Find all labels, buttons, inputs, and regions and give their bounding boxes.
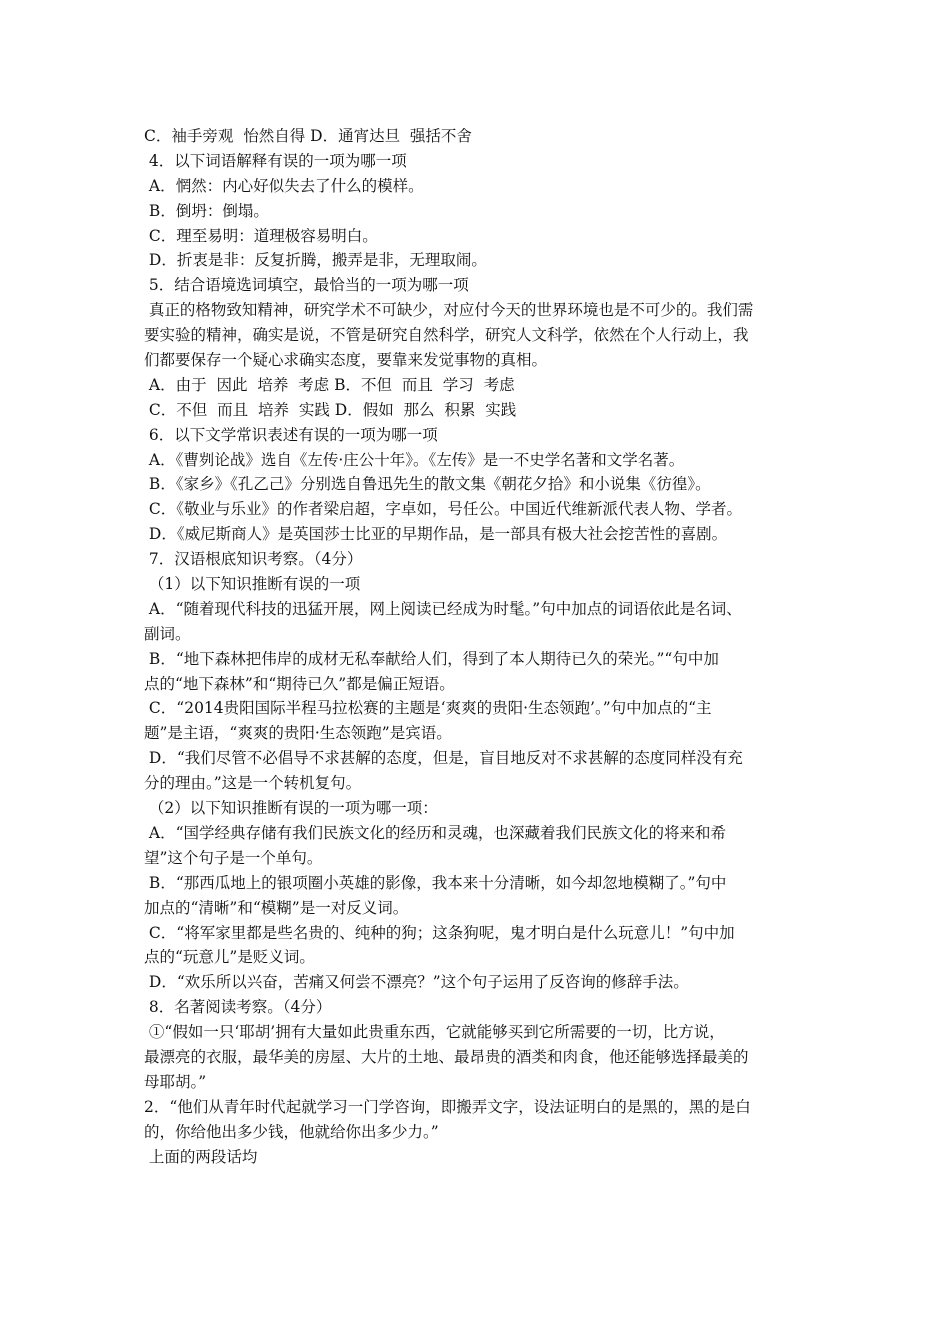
question-5-options-cd: C．不但 而且 培养 实践 D．假如 那么 积累 实践 <box>144 400 517 419</box>
text-line: 点的“地下森林”和“期待已久”都是偏正短语。 <box>144 674 455 693</box>
text-line: D．“欢乐所以兴奋，苦痛又何尝不漂亮？”这个句子运用了反咨询的修辞手法。 <box>144 973 689 992</box>
quote-2-line: 2．“他们从青年时代起就学习一门学咨询，即搬弄文字，设法证明白的是黑的，黑的是白 <box>144 1097 751 1116</box>
question-5-stem: 5．结合语境选词填空，最恰当的一项为哪一项 <box>144 276 469 295</box>
text-line: 题”是主语，“爽爽的贵阳·生态领跑”是宾语。 <box>144 724 452 743</box>
question-7-stem: 7．汉语根底知识考察。（4分） <box>144 550 363 569</box>
quote-1-line: ①“假如一只‘耶胡’拥有大量如此贵重东西，它就能够买到它所需要的一切，比方说， <box>144 1023 725 1042</box>
text-line: 望”这个句子是一个单句。 <box>144 848 323 867</box>
question-6-option-c: C．《敬业与乐业》的作者梁启超，字卓如，号任公。中国近代维新派代表人物、学者。 <box>144 500 743 519</box>
quote-1-line: 最漂亮的衣服，最华美的房屋、大片的土地、最昂贵的酒类和肉食，他还能够选择最美的 <box>144 1047 749 1066</box>
text-line: 上面的两段话均 <box>144 1147 258 1166</box>
document-body <box>144 124 812 1169</box>
passage-line: 真正的格物致知精神，研究学术不可缺少，对应付今天的世界环境也是不可少的。我们需 <box>144 301 754 320</box>
text-line: C．袖手旁观 怡然自得 D．通宵达旦 强括不舍 <box>144 127 472 145</box>
text-line: 副词。 <box>144 624 191 643</box>
text-line: A．“随着现代科技的迅猛开展，网上阅读已经成为时髦。”句中加点的词语依此是名词、 <box>144 599 742 618</box>
text-line: B．“那西瓜地上的银项圈小英雄的影像，我本来十分清晰，如今却忽地模糊了。”句中 <box>144 873 727 892</box>
text-line: 点的“玩意儿”是贬义词。 <box>144 948 315 967</box>
question-6-option-a: A．《曹刿论战》选自《左传·庄公十年》。《左传》是一不史学名著和文学名著。 <box>144 450 685 469</box>
quote-2-line: 的，你给他出多少钱，他就给你出多少力。” <box>144 1122 439 1141</box>
question-4-option-b: B．倒坍：倒塌。 <box>144 201 269 220</box>
question-4-stem: 4．以下词语解释有误的一项为哪一项 <box>144 151 407 170</box>
question-8-stem: 8．名著阅读考察。（4分） <box>144 998 332 1017</box>
question-5-options-ab: A．由于 因此 培养 考虑 B．不但 而且 学习 考虑 <box>144 375 515 394</box>
question-4-option-c: C．理至易明：道理极容易明白。 <box>144 226 378 245</box>
text-line: C．“将军家里都是些名贵的、纯种的狗；这条狗呢，鬼才明白是什么玩意儿！”句中加 <box>144 923 735 942</box>
question-6-option-b: B．《家乡》《孔乙己》分别选自鲁迅先生的散文集《朝花夕拾》和小说集《彷徨》。 <box>144 475 711 494</box>
text-line: 加点的“清晰”和“模糊”是一对反义词。 <box>144 898 409 917</box>
passage-line: 们都要保存一个疑心求确实态度，要靠来发觉事物的真相。 <box>144 351 548 370</box>
question-7-part-2: （2）以下知识推断有误的一项为哪一项： <box>144 799 438 818</box>
text-line: 分的理由。”这是一个转机复句。 <box>144 774 362 793</box>
text-line: C．“2014贵阳国际半程马拉松赛的主题是‘爽爽的贵阳·生态领跑’。”句中加点的“主 <box>144 699 712 718</box>
question-7-part-1: （1）以下知识推断有误的一项 <box>144 575 361 594</box>
quote-1-line: 母耶胡。” <box>144 1072 207 1091</box>
question-4-option-a: A．惘然：内心好似失去了什么的模样。 <box>144 176 424 195</box>
question-6-option-d: D．《威尼斯商人》是英国莎士比亚的早期作品，是一部具有极大社会挖苦性的喜剧。 <box>144 525 728 544</box>
text-line: A．“国学经典存储有我们民族文化的经历和灵魂，也深藏着我们民族文化的将来和希 <box>144 823 727 842</box>
passage-line: 要实验的精神，确实是说，不管是研究自然科学，研究人文科学，依然在个人行动上，我 <box>144 326 749 345</box>
text-line: B．“地下森林把伟岸的成材无私奉献给人们，得到了本人期待已久的荣光。”“句中加 <box>144 649 719 668</box>
question-4-option-d: D．折衷是非：反复折腾，搬弄是非，无理取闹。 <box>144 251 487 270</box>
question-6-stem: 6．以下文学常识表述有误的一项为哪一项 <box>144 425 438 444</box>
text-line: D．“我们尽管不必倡导不求甚解的态度，但是，盲目地反对不求甚解的态度同样没有充 <box>144 749 743 768</box>
